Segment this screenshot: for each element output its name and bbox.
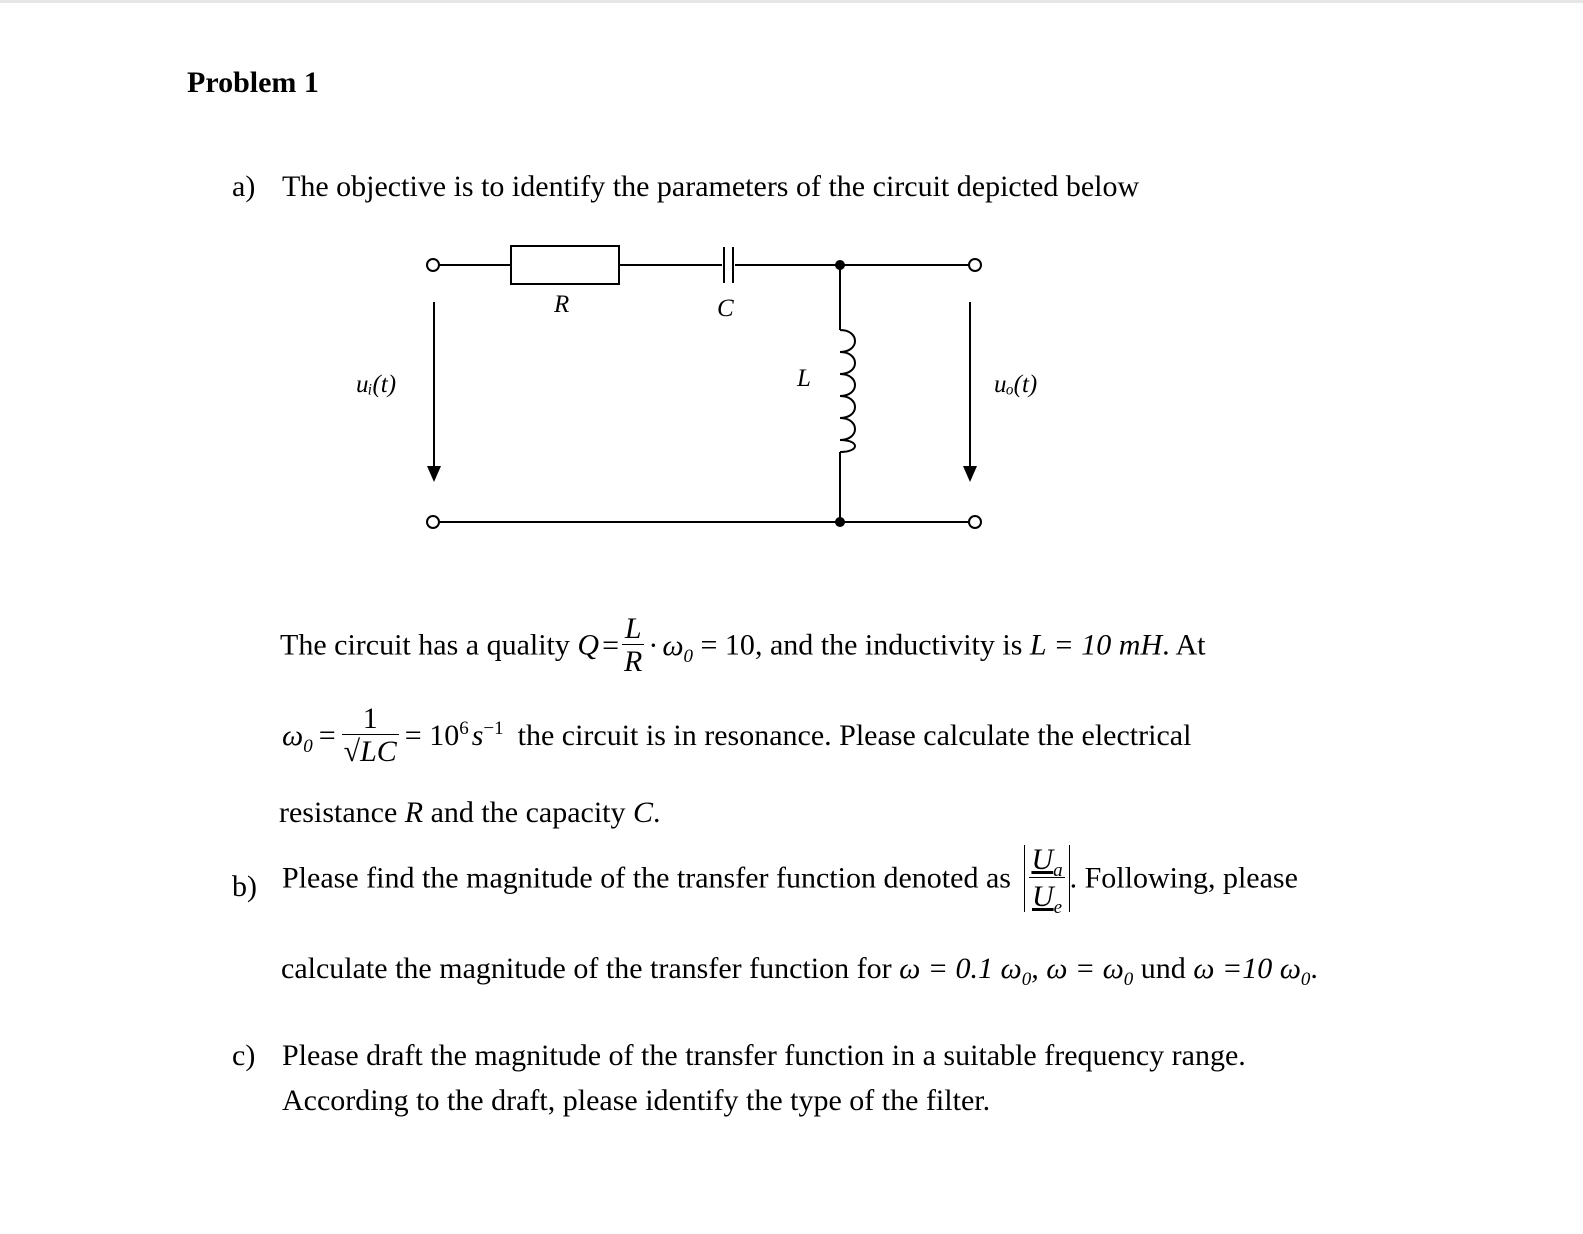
part-c-line2: According to the draft, please identify the type of the filter. bbox=[282, 1084, 991, 1117]
omega-case-2 bbox=[1046, 952, 1134, 990]
part-c-line1: Please draft the magnitude of the transfer function in a suitable frequency range. bbox=[282, 1039, 1246, 1072]
resistance-text-1: resistance bbox=[279, 796, 405, 829]
omega-case-2-text: ω = ω bbox=[1046, 952, 1124, 985]
resonance-omega-sub: 0 bbox=[303, 735, 313, 757]
part-a-intro: The objective is to identify the parameters of the circuit depicted below bbox=[282, 170, 1140, 203]
quality-omega-symbol: ω bbox=[662, 628, 684, 662]
terminal-top-left bbox=[427, 259, 439, 271]
transfer-fraction bbox=[1029, 843, 1064, 918]
circuit-diagram bbox=[0, 0, 1583, 600]
quality-eq: = bbox=[602, 628, 619, 662]
transfer-num bbox=[1029, 843, 1064, 881]
resonance-text: the circuit is in resonance. Please calculate the electrical bbox=[517, 718, 1192, 752]
resonance-eq: = bbox=[318, 718, 336, 752]
resonance-fraction bbox=[342, 704, 399, 767]
resistance-C: C bbox=[633, 796, 654, 829]
transfer-function-magnitude bbox=[1024, 843, 1069, 918]
omega-case-3-text: ω =10 ω bbox=[1193, 952, 1301, 985]
label-L: L bbox=[797, 365, 811, 392]
quality-Q: Q bbox=[577, 628, 600, 662]
transfer-den bbox=[1029, 877, 1064, 918]
resonance-value bbox=[405, 719, 504, 752]
quality-text-2: , and the inductivity is bbox=[754, 628, 1030, 662]
resonance-line bbox=[282, 704, 1191, 767]
omega-case-3 bbox=[1193, 952, 1311, 990]
transfer-Ua: U bbox=[1031, 843, 1054, 876]
resonance-eq-106: = 10 bbox=[404, 718, 460, 752]
resonance-exp-m1: −1 bbox=[483, 717, 504, 739]
resonance-omega-symbol: ω bbox=[282, 718, 304, 752]
label-ui: uᵢ(t) bbox=[356, 371, 397, 398]
resistance-text-3: . bbox=[653, 796, 661, 829]
output-voltage-arrowhead bbox=[963, 466, 977, 482]
label-uo: uₒ(t) bbox=[994, 371, 1038, 398]
label-C: C bbox=[717, 295, 734, 322]
resonance-omega bbox=[282, 718, 313, 757]
inductance-value: L = 10 mH bbox=[1029, 628, 1163, 662]
transfer-Ua-sub: a bbox=[1053, 860, 1063, 881]
resistance-text-2: and the capacity bbox=[423, 796, 634, 829]
terminal-bottom-right bbox=[969, 516, 981, 528]
omega-case-1-sub: 0 bbox=[1021, 969, 1032, 990]
part-b-line2 bbox=[281, 952, 1318, 990]
transfer-Ue-sub: e bbox=[1053, 897, 1063, 918]
problem-title: Problem 1 bbox=[187, 66, 319, 99]
resistor-symbol bbox=[511, 246, 619, 284]
quality-line bbox=[280, 614, 1205, 677]
quality-omega bbox=[662, 628, 694, 667]
part-b-line1 bbox=[282, 843, 1298, 918]
transfer-Ue: U bbox=[1031, 880, 1054, 913]
omega-comma: , bbox=[1031, 952, 1047, 985]
omega-case-1-text: ω = 0.1 ω bbox=[899, 952, 1022, 985]
part-b-end: . bbox=[1310, 952, 1318, 985]
junction-bottom bbox=[835, 517, 845, 527]
terminal-bottom-left bbox=[427, 516, 439, 528]
quality-eq10: = 10 bbox=[693, 628, 755, 662]
resonance-exp6: 6 bbox=[459, 717, 469, 739]
quality-frac-den: R bbox=[624, 645, 643, 678]
omega-und: und bbox=[1133, 952, 1194, 985]
quality-omega-sub: 0 bbox=[683, 645, 694, 667]
input-voltage-arrowhead bbox=[427, 466, 441, 482]
resistance-line bbox=[279, 796, 661, 830]
resonance-frac-num: 1 bbox=[362, 702, 378, 735]
part-c-label: c) bbox=[232, 1039, 256, 1072]
resistance-R: R bbox=[404, 796, 424, 829]
quality-fraction bbox=[622, 614, 644, 677]
part-a-label: a) bbox=[232, 170, 256, 203]
omega-case-3-sub: 0 bbox=[1300, 969, 1311, 990]
inductor-coil bbox=[840, 330, 855, 452]
resonance-s-unit: s bbox=[471, 718, 484, 752]
junction-top bbox=[835, 260, 845, 270]
part-b-label: b) bbox=[232, 870, 257, 903]
quality-text-1: The circuit has a quality bbox=[280, 628, 578, 662]
omega-case-2-sub: 0 bbox=[1123, 969, 1134, 990]
quality-dot: · bbox=[648, 628, 659, 662]
omega-case-1 bbox=[899, 952, 1032, 990]
part-b-text-2: . Following, please bbox=[1069, 861, 1298, 895]
quality-frac-num: L bbox=[624, 612, 642, 645]
part-b-text-3: calculate the magnitude of the transfer function for bbox=[281, 952, 900, 985]
resonance-frac-den: √LC bbox=[343, 735, 397, 768]
quality-text-3: . At bbox=[1162, 628, 1206, 662]
part-b-text-1: Please find the magnitude of the transfer function denoted as bbox=[282, 861, 1011, 895]
label-R: R bbox=[554, 291, 570, 318]
terminal-top-right bbox=[969, 259, 981, 271]
